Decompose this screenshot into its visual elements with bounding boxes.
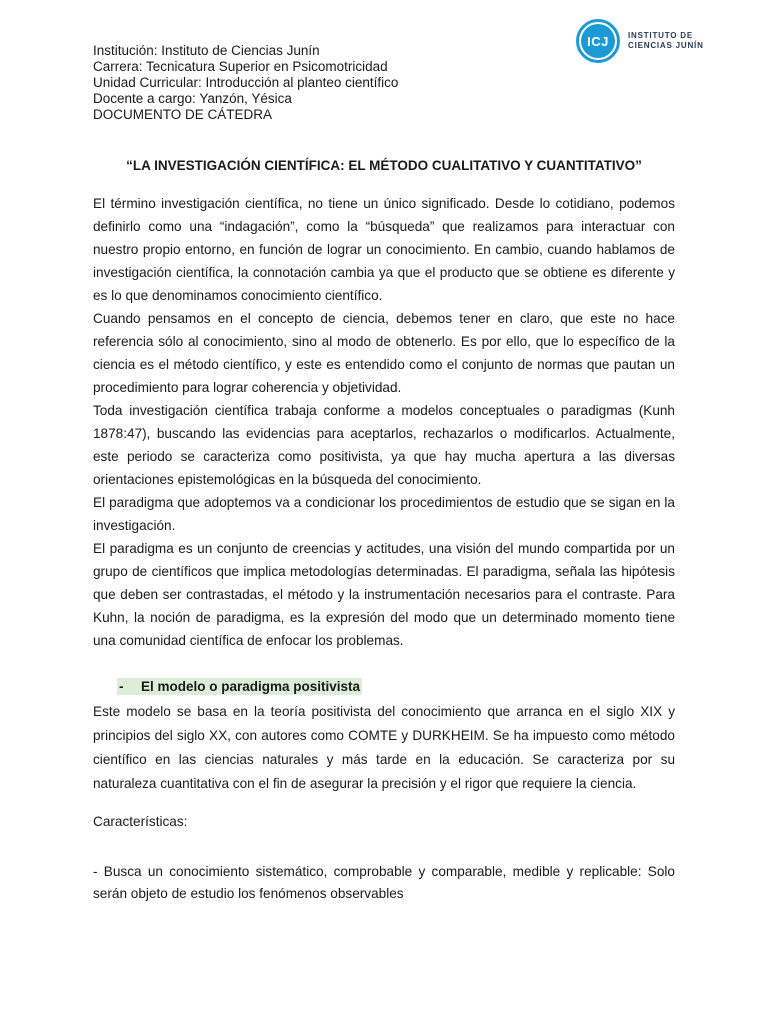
logo-line-2: CIENCIAS JUNÍN bbox=[628, 41, 704, 50]
section-dash: - bbox=[119, 679, 124, 694]
institute-logo bbox=[576, 18, 746, 64]
career-line: Carrera: Tecnicatura Superior en Psicomotricidad bbox=[93, 59, 388, 74]
paragraph: El paradigma que adoptemos va a condicionar los procedimientos de estudio que se sigan en la investigación. bbox=[93, 495, 675, 533]
section-heading bbox=[117, 678, 362, 695]
section-body bbox=[93, 700, 675, 796]
characteristics-label: Características: bbox=[93, 814, 188, 829]
paragraph: Este modelo se basa en la teoría positivista del conocimiento que arranca en el siglo XIX y principios del siglo XX, con autores como COMTE y DURKHEIM. Se ha impuesto como método científico en las ciencias naturales y más tarde en la educación. Se caracteriza por su naturaleza cuantitativa con el fin de asegurar la precisión y el rigor que requiere la ciencia. bbox=[93, 704, 675, 791]
document-title: “LA INVESTIGACIÓN CIENTÍFICA: EL MÉTODO CUALITATIVO Y CUANTITATIVO” bbox=[126, 158, 642, 173]
curricular-unit-line: Unidad Curricular: Introducción al planteo científico bbox=[93, 75, 399, 90]
logo-abbr: ICJ bbox=[581, 24, 615, 58]
document-header bbox=[93, 43, 398, 123]
section-heading-text: El modelo o paradigma positivista bbox=[141, 679, 361, 694]
paragraph: El término investigación científica, no tiene un único significado. Desde lo cotidiano, podemos definirlo como una “indagación”, como la “búsqueda” que realizamos para interactuar con nuestro propio entorno, en función de lograr un conocimiento. En cambio, cuando hablamos de investigación científica, la connotación cambia ya que el producto que se obtiene es diferente y es lo que denominamos conocimiento científico. bbox=[93, 196, 675, 303]
intro-body bbox=[93, 192, 675, 652]
logo-wordmark bbox=[628, 31, 704, 51]
institution-line: Institución: Instituto de Ciencias Junín bbox=[93, 43, 320, 58]
logo-badge-icon bbox=[576, 19, 620, 63]
logo-line-1: INSTITUTO DE bbox=[628, 31, 694, 40]
paragraph: El paradigma es un conjunto de creencias y actitudes, una visión del mundo compartida por un grupo de científicos que implica metodologías determinadas. El paradigma, señala las hipótesis que deben ser contrastadas, el método y la instrumentación necesarios para el contraste. Para Kuhn, la noción de paradigma, es la expresión del modo que un determinado momento tiene una comunidad científica de enfocar los problemas. bbox=[93, 541, 675, 648]
list-item: - Busca un conocimiento sistemático, comprobable y comparable, medible y replicable: Solo serán objeto de estudio los fenómenos observables bbox=[93, 864, 675, 901]
teacher-line: Docente a cargo: Yanzón, Yésica bbox=[93, 91, 292, 106]
paragraph: Cuando pensamos en el concepto de ciencia, debemos tener en claro, que este no hace referencia sólo al conocimiento, sino al modo de obtenerlo. Es por ello, que lo específico de la ciencia es el método científico, y este es entendido como el conjunto de normas que pautan un procedimiento para lograr coherencia y objetividad. bbox=[93, 311, 675, 395]
paragraph: Toda investigación científica trabaja conforme a modelos conceptuales o paradigmas (Kunh 1878:47), buscando las evidencias para aceptarlos, rechazarlos o modificarlos. Actualmente, este periodo se caracteriza como positivista, ya que hay mucha apertura a las diversas orientaciones epistemológicas en la búsqueda del conocimiento. bbox=[93, 403, 675, 487]
document-type-line: DOCUMENTO DE CÁTEDRA bbox=[93, 107, 273, 122]
